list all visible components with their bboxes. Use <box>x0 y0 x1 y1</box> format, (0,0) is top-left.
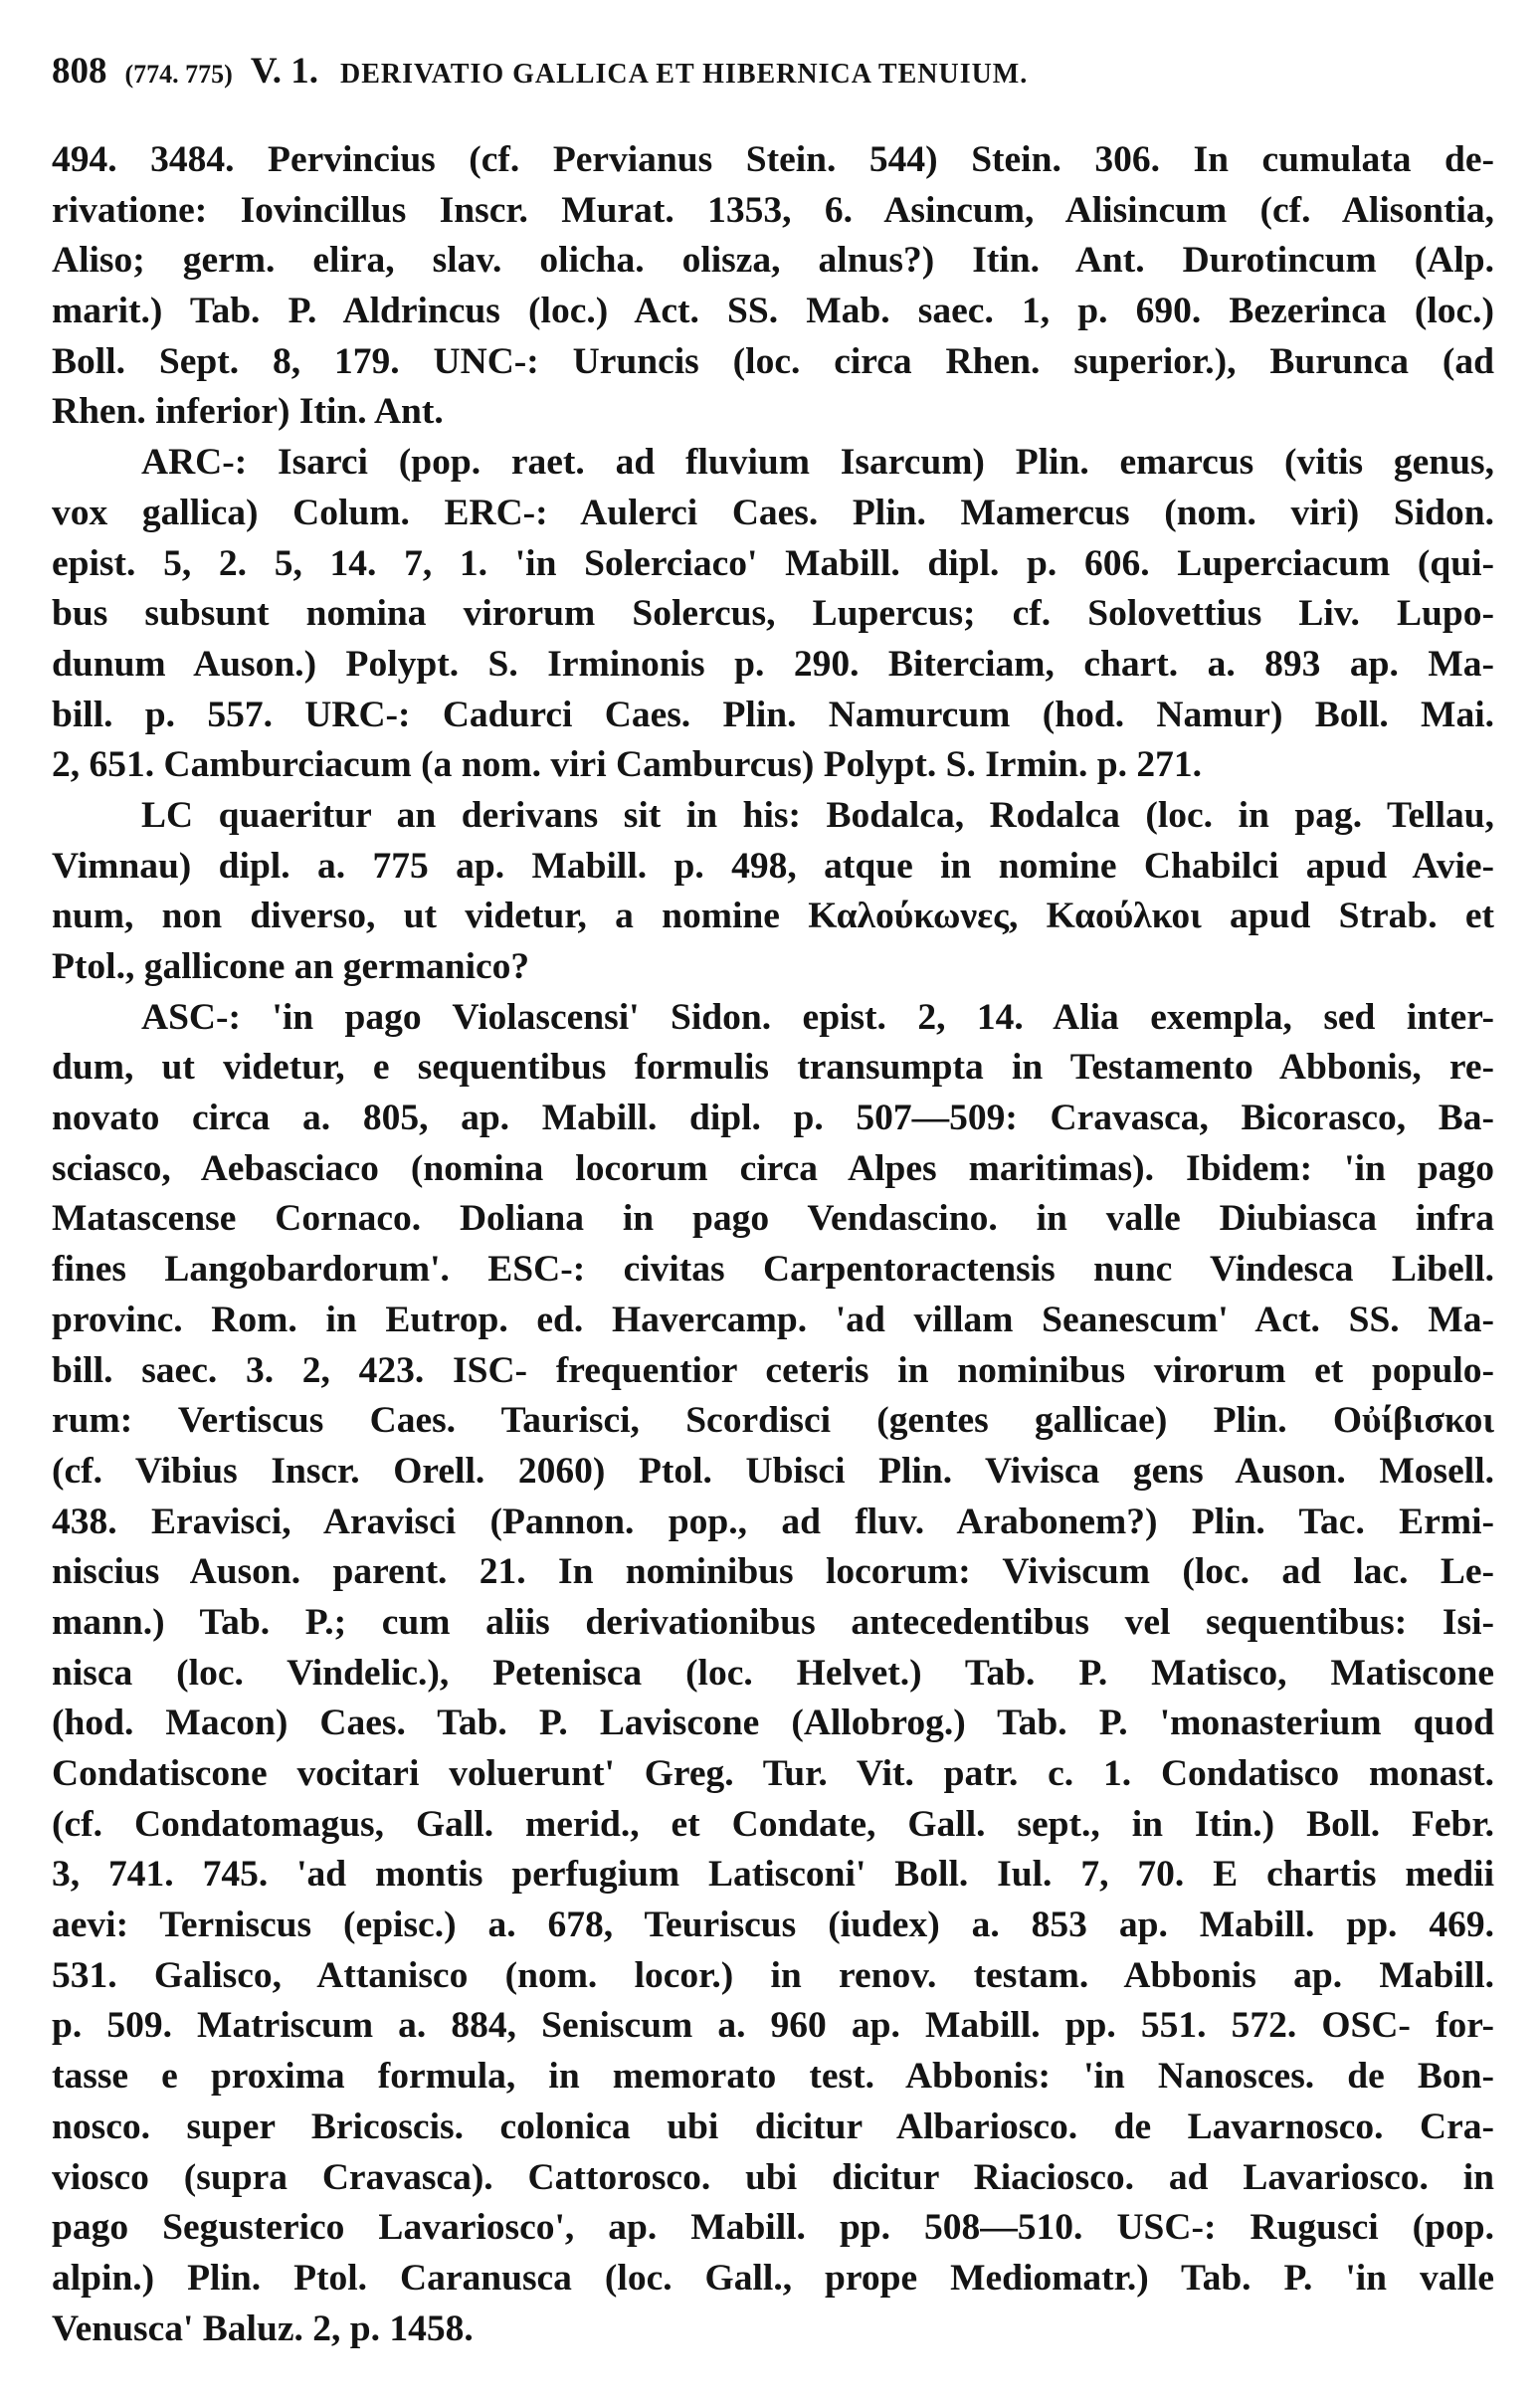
running-header <box>52 52 1494 95</box>
text-line: rivatione: Iovincillus Inscr. Murat. 1353, 6. Asincum, Alisincum (cf. Alisontia, <box>52 189 1494 231</box>
text-line: (hod. Macon) Caes. Tab. P. Laviscone (Allobrog.) Tab. P. 'monasterium quod <box>52 1703 1494 1744</box>
text-line: bus subsunt nomina virorum Solercus, Lupercus; cf. Solovettius Liv. Lupo- <box>52 593 1494 635</box>
text-line: Venusca' Baluz. 2, p. 1458. <box>52 2307 474 2349</box>
text-line: nosco. super Bricoscis. colonica ubi dicitur Albariosco. de Lavarnosco. Cra- <box>52 2105 1494 2147</box>
volume-reference: V. 1. <box>250 51 319 92</box>
text-line: Aliso; germ. elira, slav. olicha. olisza, alnus?) Itin. Ant. Durotincum (Alp. <box>52 240 1494 282</box>
paragraph-start-line: LC quaeritur an derivans sit in his: Bodalca, Rodalca (loc. in pag. Tellau, <box>141 794 1494 836</box>
text-line: provinc. Rom. in Eutrop. ed. Havercamp. 'ad villam Seanescum' Act. SS. Ma- <box>52 1299 1494 1340</box>
text-line: novato circa a. 805, ap. Mabill. dipl. p. 507—509: Cravasca, Bicorasco, Ba- <box>52 1098 1494 1139</box>
text-line: p. 509. Matriscum a. 884, Seniscum a. 960 ap. Mabill. pp. 551. 572. OSC- for- <box>52 2005 1494 2047</box>
text-line: nisca (loc. Vindelic.), Petenisca (loc. Helvet.) Tab. P. Matisco, Matiscone <box>52 1652 1494 1694</box>
text-line: 3, 741. 745. 'ad montis perfugium Latisconi' Boll. Iul. 7, 70. E chartis medii <box>52 1854 1494 1896</box>
column-reference: (774. 775) <box>124 60 233 89</box>
paragraph-start-line: ARC-: Isarci (pop. raet. ad fluvium Isarcum) Plin. emarcus (vitis genus, <box>141 442 1494 484</box>
text-line: rum: Vertiscus Caes. Taurisci, Scordisci (gentes gallicae) Plin. Οὐίβισκοι <box>52 1400 1494 1442</box>
text-line: pago Segusterico Lavariosco', ap. Mabill. pp. 508—510. USC-: Rugusci (pop. <box>52 2207 1494 2249</box>
text-line: niscius Auson. parent. 21. In nominibus locorum: Viviscum (loc. ad lac. Le- <box>52 1551 1494 1593</box>
paragraph-start-line: ASC-: 'in pago Violascensi' Sidon. epist. 2, 14. Alia exempla, sed inter- <box>141 996 1494 1038</box>
text-line: dum, ut videtur, e sequentibus formulis transumpta in Testamento Abbonis, re- <box>52 1047 1494 1089</box>
text-line: 494. 3484. Pervincius (cf. Pervianus Stein. 544) Stein. 306. In cumulata de- <box>52 139 1494 180</box>
body-text <box>52 135 1494 2354</box>
page-number: 808 <box>52 51 107 92</box>
text-line: viosco (supra Cravasca). Cattorosco. ubi dicitur Riaciosco. ad Lavariosco. in <box>52 2156 1494 2198</box>
text-line: Rhen. inferior) Itin. Ant. <box>52 391 444 433</box>
text-line: vox gallica) Colum. ERC-: Aulerci Caes. Plin. Mamercus (nom. viri) Sidon. <box>52 492 1494 533</box>
text-line: sciasco, Aebasciaco (nomina locorum circa Alpes maritimas). Ibidem: 'in pago <box>52 1147 1494 1189</box>
text-line: tasse e proxima formula, in memorato test. Abbonis: 'in Nanosces. de Bon- <box>52 2056 1494 2098</box>
text-line: (cf. Vibius Inscr. Orell. 2060) Ptol. Ubisci Plin. Vivisca gens Auson. Mosell. <box>52 1450 1494 1492</box>
running-title: DERIVATIO GALLICA ET HIBERNICA TENUIUM. <box>340 59 1029 90</box>
text-line: num, non diverso, ut videtur, a nomine Καλούκωνες, Καούλκοι apud Strab. et <box>52 896 1494 937</box>
text-line: fines Langobardorum'. ESC-: civitas Carpentoractensis nunc Vindesca Libell. <box>52 1249 1494 1291</box>
text-line: Boll. Sept. 8, 179. UNC-: Uruncis (loc. circa Rhen. superior.), Burunca (ad <box>52 340 1494 382</box>
text-line: alpin.) Plin. Ptol. Caranusca (loc. Gall., prope Mediomatr.) Tab. P. 'in valle <box>52 2257 1494 2299</box>
text-line: bill. p. 557. URC-: Cadurci Caes. Plin. Namurcum (hod. Namur) Boll. Mai. <box>52 694 1494 735</box>
text-line: bill. saec. 3. 2, 423. ISC- frequentior ceteris in nominibus virorum et populo- <box>52 1349 1494 1391</box>
text-line: (cf. Condatomagus, Gall. merid., et Condate, Gall. sept., in Itin.) Boll. Febr. <box>52 1803 1494 1845</box>
text-line: Ptol., gallicone an germanico? <box>52 946 530 987</box>
text-line: epist. 5, 2. 5, 14. 7, 1. 'in Solerciaco' Mabill. dipl. p. 606. Luperciacum (qui- <box>52 542 1494 584</box>
text-line: 2, 651. Camburciacum (a nom. viri Camburcus) Polypt. S. Irmin. p. 271. <box>52 744 1202 786</box>
text-line: aevi: Terniscus (episc.) a. 678, Teuriscus (iudex) a. 853 ap. Mabill. pp. 469. <box>52 1905 1494 1946</box>
text-line: marit.) Tab. P. Aldrincus (loc.) Act. SS. Mab. saec. 1, p. 690. Bezerinca (loc.) <box>52 291 1494 332</box>
text-line: Vimnau) dipl. a. 775 ap. Mabill. p. 498, atque in nomine Chabilci apud Avie- <box>52 845 1494 887</box>
text-line: Matascense Cornaco. Doliana in pago Vendascino. in valle Diubiasca infra <box>52 1198 1494 1240</box>
text-line: dunum Auson.) Polypt. S. Irminonis p. 290. Biterciam, chart. a. 893 ap. Ma- <box>52 643 1494 685</box>
text-line: 531. Galisco, Attanisco (nom. locor.) in renov. testam. Abbonis ap. Mabill. <box>52 1954 1494 1996</box>
text-line: 438. Eravisci, Aravisci (Pannon. pop., ad fluv. Arabonem?) Plin. Tac. Ermi- <box>52 1501 1494 1542</box>
text-line: Condatiscone vocitari voluerunt' Greg. Tur. Vit. patr. c. 1. Condatisco monast. <box>52 1753 1494 1794</box>
text-line: mann.) Tab. P.; cum aliis derivationibus antecedentibus vel sequentibus: Isi- <box>52 1601 1494 1643</box>
